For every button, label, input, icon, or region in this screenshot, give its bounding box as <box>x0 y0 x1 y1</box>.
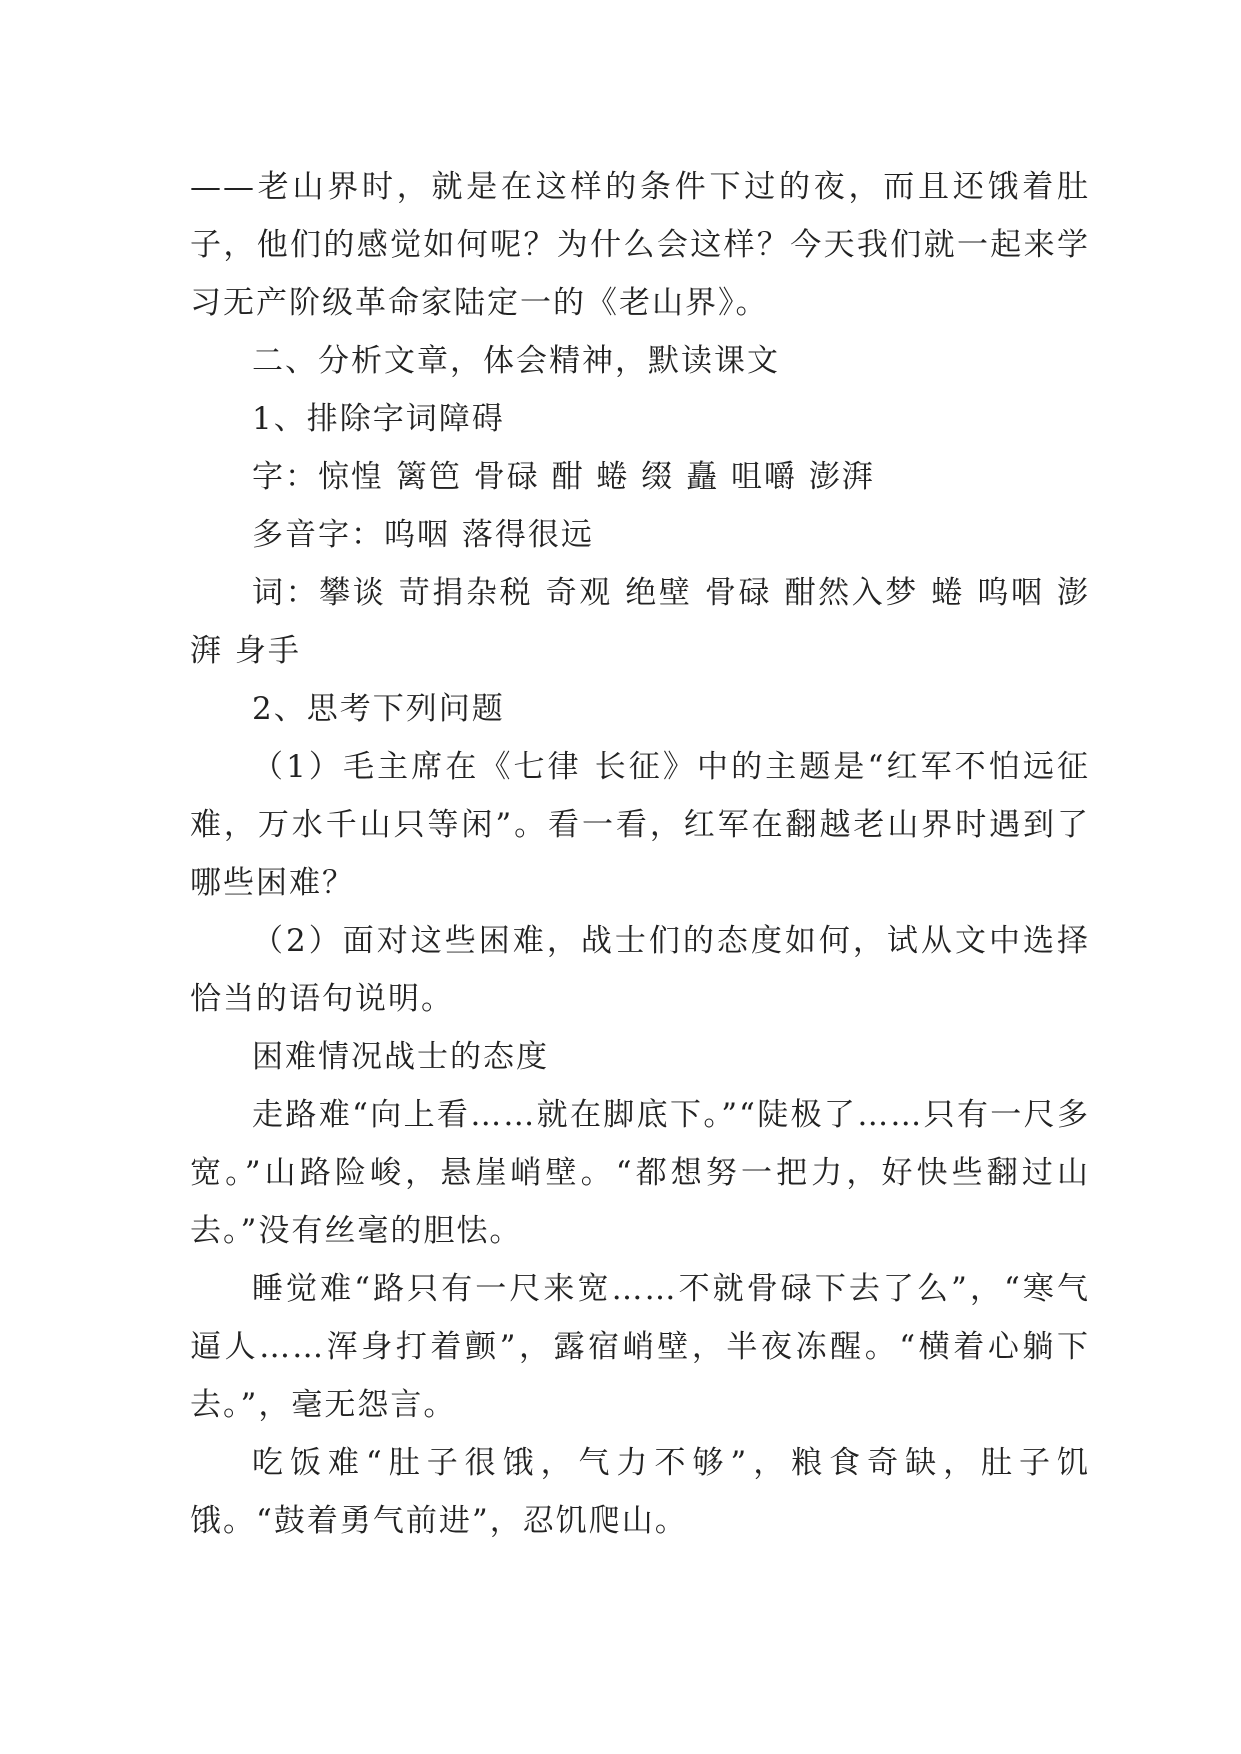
subheading-vocabulary: 1、排除字词障碍 <box>252 401 505 437</box>
paragraph-question-1: （1）毛主席在《七律 长征》中的主题是“红军不怕远征难，万水千山只等闲”。看一看，红军在翻越老山界时遇到了哪些困难？ <box>190 749 1090 901</box>
paragraph-question-2: （2）面对这些困难，战士们的态度如何，试从文中选择恰当的语句说明。 <box>190 923 1090 1017</box>
paragraph-table-header: 困难情况战士的态度 <box>252 1039 549 1075</box>
paragraph-intro-continuation: ——老山界时，就是在这样的条件下过的夜，而且还饿着肚子，他们的感觉如何呢？为什么会这样？今天我们就一起来学习无产阶级革命家陆定一的《老山界》。 <box>190 169 1090 321</box>
paragraph-walking-difficulty: 走路难“向上看……就在脚底下。”“陡极了……只有一尺多宽。”山路险峻，悬崖峭壁。“都想努一把力，好快些翻过山去。”没有丝毫的胆怯。 <box>190 1097 1090 1249</box>
subheading-questions: 2、思考下列问题 <box>252 691 505 727</box>
paragraph-eating-difficulty: 吃饭难“肚子很饿，气力不够”，粮食奇缺，肚子饥饿。“鼓着勇气前进”，忍饥爬山。 <box>190 1445 1090 1539</box>
document-body <box>190 158 1090 1550</box>
paragraph-characters: 字：惊惶 篱笆 骨碌 酣 蜷 缀 矗 咀嚼 澎湃 <box>252 459 875 495</box>
paragraph-polyphonic: 多音字：呜咽 落得很远 <box>252 517 594 553</box>
paragraph-words: 词：攀谈 苛捐杂税 奇观 绝壁 骨碌 酣然入梦 蜷 呜咽 澎湃 身手 <box>190 575 1090 669</box>
paragraph-sleeping-difficulty: 睡觉难“路只有一尺来宽……不就骨碌下去了么”，“寒气逼人……浑身打着颤”，露宿峭壁，半夜冻醒。“横着心躺下去。”，毫无怨言。 <box>190 1271 1090 1423</box>
section-heading-analysis: 二、分析文章，体会精神，默读课文 <box>252 343 780 379</box>
